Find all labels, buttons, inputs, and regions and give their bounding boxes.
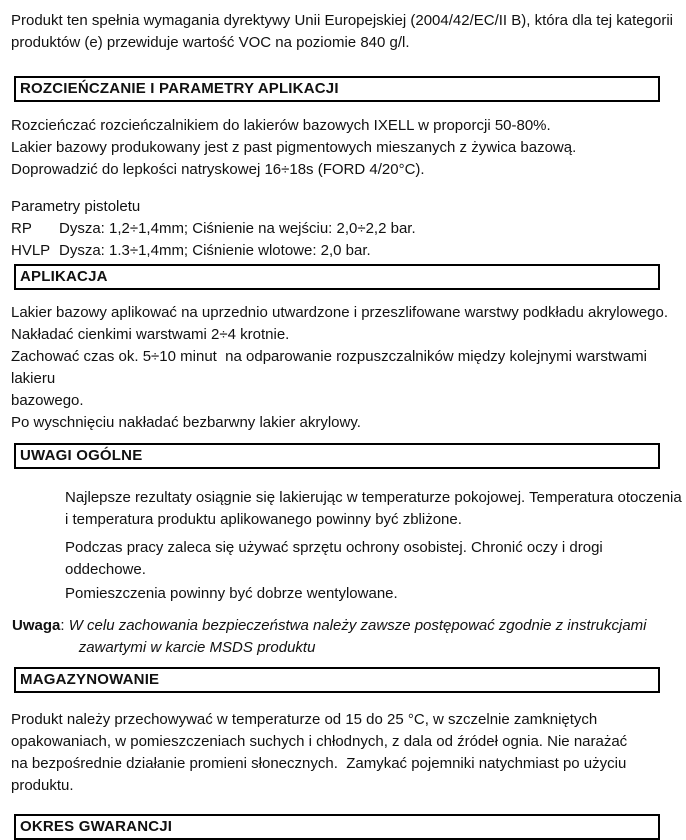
- gun-type-label: RP: [11, 220, 32, 237]
- note-line: zawartymi w karcie MSDS produktu: [78, 639, 316, 656]
- paragraph-line: Po wyschnięciu nakładać bezbarwny lakier akrylowy.: [11, 414, 361, 431]
- gun-type-label: HVLP: [11, 242, 51, 259]
- paragraph-line: Rozcieńczać rozcieńczalnikiem do lakierów bazowych IXELL w proporcji 50-80%.: [11, 117, 551, 134]
- note-separator: :: [60, 617, 69, 634]
- section-header-okres-gwarancji: OKRES GWARANCJI: [14, 814, 660, 840]
- paragraph-line: Doprowadzić do lepkości natryskowej 16÷18s (FORD 4/20°C).: [11, 161, 425, 178]
- paragraph-line: Najlepsze rezultaty osiągnie się lakierując w temperaturze pokojowej. Temperatura otoczenia: [65, 489, 682, 506]
- gun-parameter-row-hvlp: [11, 240, 686, 262]
- gun-parameters-title: Parametry pistoletu: [11, 198, 141, 215]
- general-remarks-paragraph-2: [65, 537, 686, 581]
- gun-parameter-value: Dysza: 1.3÷1,4mm; Ciśnienie wlotowe: 2,0 bar.: [59, 242, 371, 259]
- note-text: [69, 615, 647, 659]
- paragraph-line: Lakier bazowy aplikować na uprzednio utwardzone i przeszlifowane warstwy podkładu akrylowego.: [11, 304, 669, 321]
- section-header-magazynowanie: MAGAZYNOWANIE: [14, 667, 660, 693]
- paragraph-line: bazowego.: [11, 392, 84, 409]
- section-header-aplikacja: APLIKACJA: [14, 264, 660, 290]
- paragraph-line: Produkt należy przechowywać w temperaturze od 15 do 25 °C, w szczelnie zamkniętych: [11, 711, 598, 728]
- voc-directive-paragraph: [11, 10, 686, 54]
- paragraph-line: i temperatura produktu aplikowanego powinny być zbliżone.: [65, 511, 462, 528]
- gun-parameter-row-rp: [11, 218, 686, 240]
- paragraph-line: Lakier bazowy produkowany jest z past pigmentowych mieszanych z żywica bazową.: [11, 139, 577, 156]
- gun-parameter-value: Dysza: 1,2÷1,4mm; Ciśnienie na wejściu: 2,0÷2,2 bar.: [59, 220, 416, 237]
- paragraph-line: opakowaniach, w pomieszczeniach suchych i chłodnych, z dala od źródeł ognia. Nie narażać: [11, 733, 628, 750]
- paragraph-line: Podczas pracy zaleca się używać sprzętu ochrony osobistej. Chronić oczy i drogi oddechowe.: [65, 539, 607, 578]
- paragraph-line: produktów (e) przewiduje wartość VOC na poziomie 840 g/l.: [11, 34, 410, 51]
- section-header-rozcienczanie: ROZCIEŃCZANIE I PARAMETRY APLIKACJI: [14, 76, 660, 102]
- general-remarks-paragraph-1: [65, 487, 686, 531]
- paragraph-line: Zachować czas ok. 5÷10 minut na odparowanie rozpuszczalników między kolejnymi warstwami lakieru: [11, 348, 652, 387]
- paragraph-line: Pomieszczenia powinny być dobrze wentylowane.: [65, 585, 398, 602]
- paragraph-line: Nakładać cienkimi warstwami 2÷4 krotnie.: [11, 326, 290, 343]
- paragraph-line: Produkt ten spełnia wymagania dyrektywy Unii Europejskiej (2004/42/EC/II B), która dla tej kategorii: [11, 12, 673, 29]
- dilution-paragraph: [11, 115, 686, 181]
- application-paragraph: [11, 302, 686, 434]
- paragraph-line: na bezpośrednie działanie promieni słonecznych. Zamykać pojemniki natychmiast po użyciu: [11, 755, 627, 772]
- safety-note: [12, 615, 686, 659]
- note-label: Uwaga: [12, 617, 61, 634]
- section-header-uwagi-ogolne: UWAGI OGÓLNE: [14, 443, 660, 469]
- note-line: W celu zachowania bezpieczeństwa należy zawsze postępować zgodnie z instrukcjami: [68, 617, 647, 634]
- paragraph-line: produktu.: [11, 777, 74, 794]
- storage-paragraph: [11, 709, 686, 797]
- general-remarks-paragraph-3: [65, 583, 686, 605]
